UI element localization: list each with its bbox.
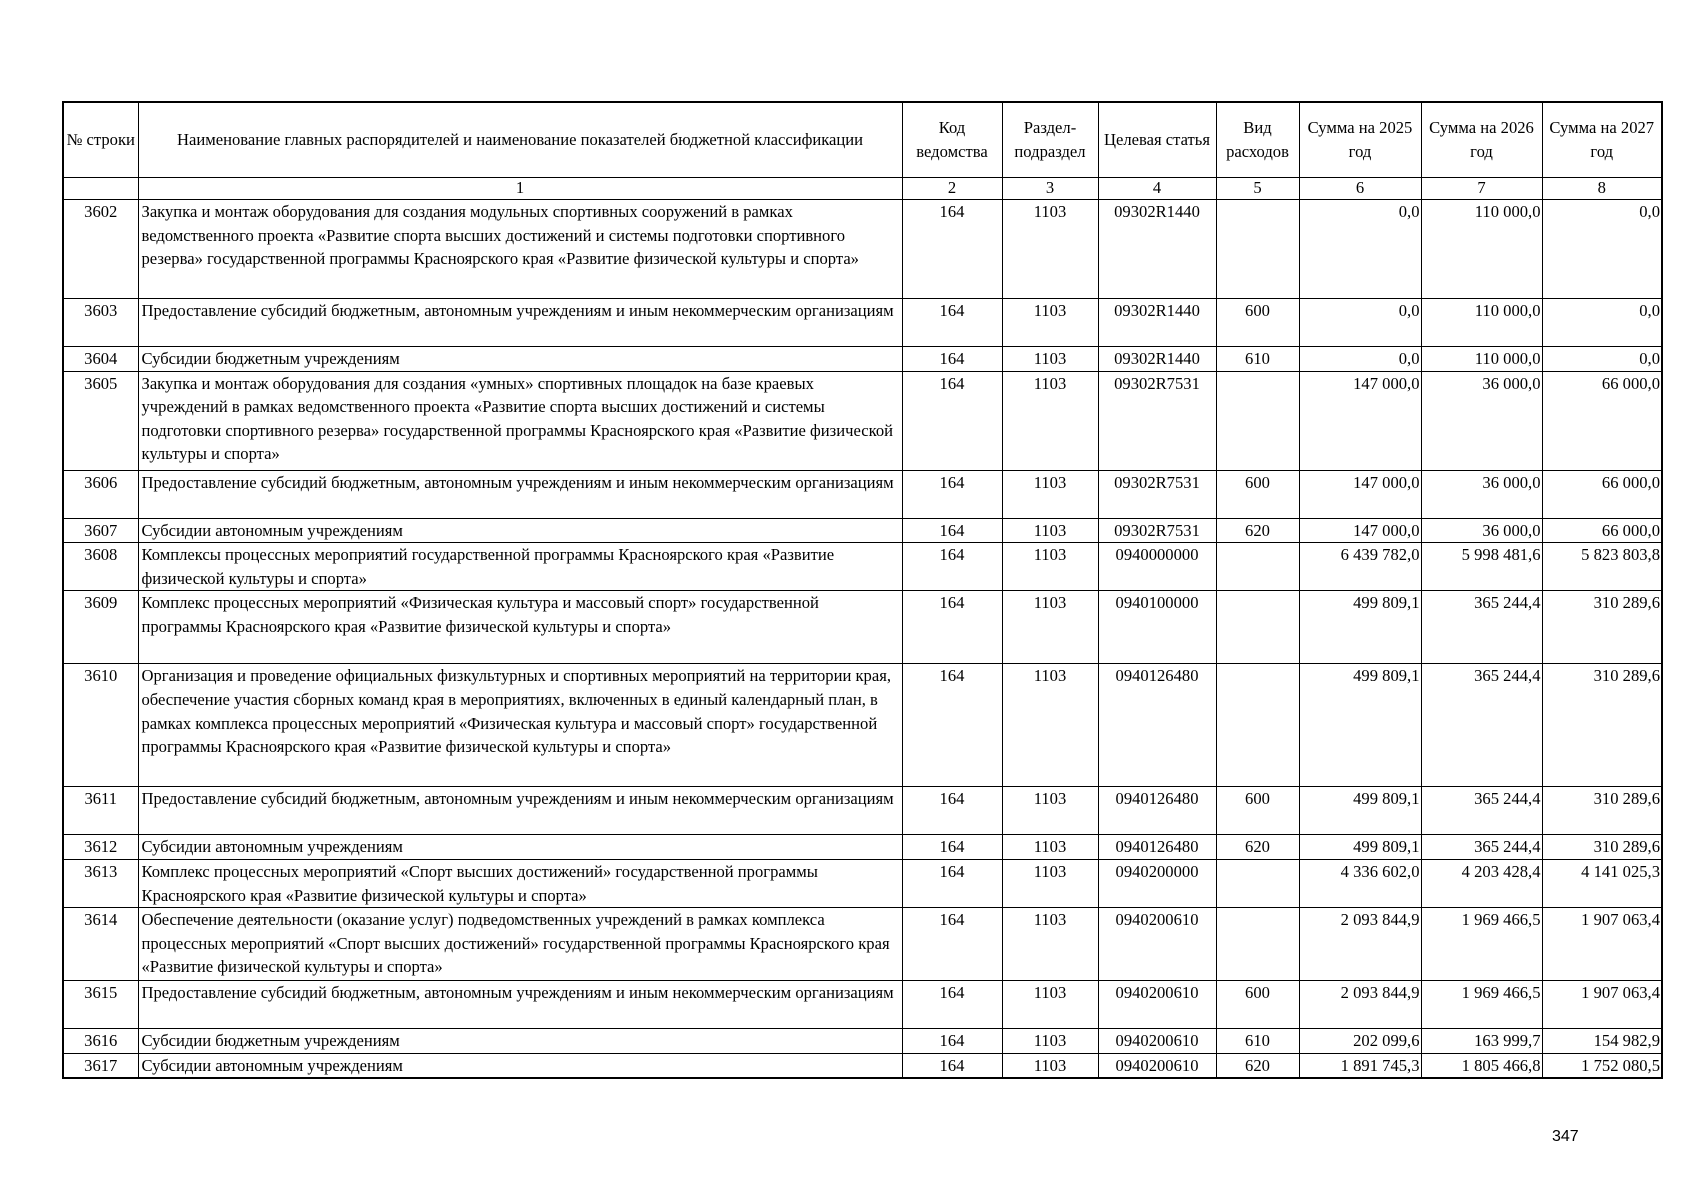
target-code: 09302R7531 <box>1098 470 1216 518</box>
sum-2026: 365 244,4 <box>1421 835 1542 860</box>
target-code: 09302R1440 <box>1098 299 1216 347</box>
sum-2027: 66 000,0 <box>1542 470 1662 518</box>
row-number: 3617 <box>63 1053 138 1078</box>
column-number: 5 <box>1216 178 1299 200</box>
dept-code: 164 <box>902 908 1002 981</box>
table-row <box>63 1029 1662 1054</box>
row-number: 3616 <box>63 1029 138 1054</box>
sum-2026: 110 000,0 <box>1421 299 1542 347</box>
section-code: 1103 <box>1002 787 1098 835</box>
row-name: Обеспечение деятельности (оказание услуг) подведомственных учреждений в рамках комплекса процессных мероприятий «Спорт высших достижений» государственной программы Красноярского края «Развитие физической культуры и спорта» <box>138 908 902 981</box>
expense-type: 600 <box>1216 299 1299 347</box>
target-code: 0940126480 <box>1098 835 1216 860</box>
row-number: 3608 <box>63 543 138 591</box>
table-row <box>63 470 1662 518</box>
column-number: 8 <box>1542 178 1662 200</box>
section-code: 1103 <box>1002 518 1098 543</box>
row-name: Закупка и монтаж оборудования для создания «умных» спортивных площадок на базе краевых учреждений в рамках ведомственного проекта «Развитие спорта высших достижений и системы подготовки спортивного резерва» государственной программы Красноярского края «Развитие физической культуры и спорта» <box>138 371 902 470</box>
sum-2027: 154 982,9 <box>1542 1029 1662 1054</box>
row-name: Субсидии бюджетным учреждениям <box>138 1029 902 1054</box>
sum-2026: 36 000,0 <box>1421 518 1542 543</box>
column-number: 7 <box>1421 178 1542 200</box>
row-number: 3609 <box>63 591 138 664</box>
target-code: 0940126480 <box>1098 664 1216 787</box>
sum-2026: 36 000,0 <box>1421 371 1542 470</box>
table-row <box>63 543 1662 591</box>
sum-2027: 5 823 803,8 <box>1542 543 1662 591</box>
header-name: Наименование главных распорядителей и наименование показателей бюджетной классификации <box>138 102 902 178</box>
expense-type: 610 <box>1216 1029 1299 1054</box>
table-row <box>63 664 1662 787</box>
sum-2025: 0,0 <box>1299 347 1421 372</box>
dept-code: 164 <box>902 518 1002 543</box>
table-row <box>63 200 1662 299</box>
section-code: 1103 <box>1002 1029 1098 1054</box>
target-code: 0940126480 <box>1098 787 1216 835</box>
section-code: 1103 <box>1002 470 1098 518</box>
sum-2026: 110 000,0 <box>1421 347 1542 372</box>
section-code: 1103 <box>1002 347 1098 372</box>
column-number <box>63 178 138 200</box>
expense-type <box>1216 664 1299 787</box>
table-row <box>63 859 1662 907</box>
target-code: 0940200610 <box>1098 1053 1216 1078</box>
sum-2025: 1 891 745,3 <box>1299 1053 1421 1078</box>
row-name: Субсидии автономным учреждениям <box>138 518 902 543</box>
dept-code: 164 <box>902 371 1002 470</box>
row-number: 3605 <box>63 371 138 470</box>
target-code: 0940100000 <box>1098 591 1216 664</box>
row-number: 3606 <box>63 470 138 518</box>
header-section: Раздел-подраздел <box>1002 102 1098 178</box>
row-number: 3607 <box>63 518 138 543</box>
sum-2027: 4 141 025,3 <box>1542 859 1662 907</box>
target-code: 0940200610 <box>1098 908 1216 981</box>
sum-2027: 66 000,0 <box>1542 518 1662 543</box>
section-code: 1103 <box>1002 859 1098 907</box>
target-code: 0940000000 <box>1098 543 1216 591</box>
target-code: 09302R7531 <box>1098 371 1216 470</box>
dept-code: 164 <box>902 1029 1002 1054</box>
sum-2026: 4 203 428,4 <box>1421 859 1542 907</box>
expense-type <box>1216 200 1299 299</box>
sum-2026: 365 244,4 <box>1421 787 1542 835</box>
dept-code: 164 <box>902 543 1002 591</box>
section-code: 1103 <box>1002 371 1098 470</box>
target-code: 0940200610 <box>1098 981 1216 1029</box>
column-number-row <box>63 178 1662 200</box>
target-code: 09302R1440 <box>1098 347 1216 372</box>
sum-2026: 36 000,0 <box>1421 470 1542 518</box>
section-code: 1103 <box>1002 835 1098 860</box>
expense-type: 600 <box>1216 981 1299 1029</box>
sum-2027: 1 752 080,5 <box>1542 1053 1662 1078</box>
header-sum-2027: Сумма на 2027 год <box>1542 102 1662 178</box>
header-dept-code: Код ведомства <box>902 102 1002 178</box>
row-number: 3602 <box>63 200 138 299</box>
sum-2027: 310 289,6 <box>1542 835 1662 860</box>
table-row <box>63 787 1662 835</box>
target-code: 09302R1440 <box>1098 200 1216 299</box>
header-sum-2026: Сумма на 2026 год <box>1421 102 1542 178</box>
table-row <box>63 518 1662 543</box>
expense-type <box>1216 371 1299 470</box>
sum-2025: 147 000,0 <box>1299 371 1421 470</box>
sum-2026: 365 244,4 <box>1421 664 1542 787</box>
sum-2027: 1 907 063,4 <box>1542 981 1662 1029</box>
header-sum-2025: Сумма на 2025 год <box>1299 102 1421 178</box>
table-row <box>63 299 1662 347</box>
sum-2026: 1 969 466,5 <box>1421 908 1542 981</box>
expense-type <box>1216 591 1299 664</box>
target-code: 0940200000 <box>1098 859 1216 907</box>
row-name: Комплекс процессных мероприятий «Спорт высших достижений» государственной программы Красноярского края «Развитие физической культуры и спорта» <box>138 859 902 907</box>
row-number: 3613 <box>63 859 138 907</box>
expense-type: 620 <box>1216 835 1299 860</box>
sum-2027: 310 289,6 <box>1542 591 1662 664</box>
column-number: 3 <box>1002 178 1098 200</box>
sum-2027: 310 289,6 <box>1542 664 1662 787</box>
row-number: 3611 <box>63 787 138 835</box>
row-number: 3610 <box>63 664 138 787</box>
table-row <box>63 908 1662 981</box>
section-code: 1103 <box>1002 664 1098 787</box>
expense-type: 620 <box>1216 1053 1299 1078</box>
column-number: 6 <box>1299 178 1421 200</box>
row-name: Предоставление субсидий бюджетным, автономным учреждениям и иным некоммерческим организациям <box>138 787 902 835</box>
section-code: 1103 <box>1002 1053 1098 1078</box>
sum-2027: 1 907 063,4 <box>1542 908 1662 981</box>
table-row <box>63 347 1662 372</box>
dept-code: 164 <box>902 591 1002 664</box>
dept-code: 164 <box>902 470 1002 518</box>
row-number: 3604 <box>63 347 138 372</box>
table-row <box>63 835 1662 860</box>
row-name: Закупка и монтаж оборудования для создания модульных спортивных сооружений в рамках ведомственного проекта «Развитие спорта высших достижений и системы подготовки спортивного резерва» государственной программы Красноярского края «Развитие физической культуры и спорта» <box>138 200 902 299</box>
sum-2027: 0,0 <box>1542 299 1662 347</box>
section-code: 1103 <box>1002 591 1098 664</box>
sum-2025: 499 809,1 <box>1299 787 1421 835</box>
row-name: Предоставление субсидий бюджетным, автономным учреждениям и иным некоммерческим организациям <box>138 470 902 518</box>
dept-code: 164 <box>902 200 1002 299</box>
sum-2025: 0,0 <box>1299 200 1421 299</box>
dept-code: 164 <box>902 1053 1002 1078</box>
sum-2025: 202 099,6 <box>1299 1029 1421 1054</box>
dept-code: 164 <box>902 981 1002 1029</box>
row-number: 3615 <box>63 981 138 1029</box>
row-name: Комплекс процессных мероприятий «Физическая культура и массовый спорт» государственной программы Красноярского края «Развитие физической культуры и спорта» <box>138 591 902 664</box>
row-name: Субсидии бюджетным учреждениям <box>138 347 902 372</box>
header-row <box>63 102 1662 178</box>
sum-2025: 2 093 844,9 <box>1299 908 1421 981</box>
sum-2026: 110 000,0 <box>1421 200 1542 299</box>
column-number: 4 <box>1098 178 1216 200</box>
table-row <box>63 981 1662 1029</box>
dept-code: 164 <box>902 787 1002 835</box>
sum-2026: 365 244,4 <box>1421 591 1542 664</box>
row-name: Комплексы процессных мероприятий государственной программы Красноярского края «Развитие физической культуры и спорта» <box>138 543 902 591</box>
row-name: Предоставление субсидий бюджетным, автономным учреждениям и иным некоммерческим организациям <box>138 299 902 347</box>
sum-2025: 499 809,1 <box>1299 591 1421 664</box>
sum-2027: 66 000,0 <box>1542 371 1662 470</box>
table-header <box>63 102 1662 200</box>
dept-code: 164 <box>902 664 1002 787</box>
dept-code: 164 <box>902 859 1002 907</box>
row-name: Субсидии автономным учреждениям <box>138 835 902 860</box>
sum-2025: 0,0 <box>1299 299 1421 347</box>
row-name: Предоставление субсидий бюджетным, автономным учреждениям и иным некоммерческим организациям <box>138 981 902 1029</box>
dept-code: 164 <box>902 835 1002 860</box>
header-exp-type: Вид расходов <box>1216 102 1299 178</box>
sum-2026: 1 805 466,8 <box>1421 1053 1542 1078</box>
sum-2027: 310 289,6 <box>1542 787 1662 835</box>
section-code: 1103 <box>1002 299 1098 347</box>
expense-type <box>1216 543 1299 591</box>
sum-2025: 147 000,0 <box>1299 518 1421 543</box>
row-name: Организация и проведение официальных физкультурных и спортивных мероприятий на территории края, обеспечение участия сборных команд края в мероприятиях, включенных в единый календарный план, в рамках комплекса процессных мероприятий «Физическая культура и массовый спорт» государственной программы Красноярского края «Развитие физической культуры и спорта» <box>138 664 902 787</box>
sum-2026: 163 999,7 <box>1421 1029 1542 1054</box>
column-number: 2 <box>902 178 1002 200</box>
dept-code: 164 <box>902 347 1002 372</box>
sum-2025: 499 809,1 <box>1299 835 1421 860</box>
page-number: 347 <box>1552 1128 1579 1145</box>
section-code: 1103 <box>1002 981 1098 1029</box>
column-number: 1 <box>138 178 902 200</box>
target-code: 09302R7531 <box>1098 518 1216 543</box>
table-row <box>63 371 1662 470</box>
sum-2025: 6 439 782,0 <box>1299 543 1421 591</box>
row-number: 3612 <box>63 835 138 860</box>
expense-type <box>1216 859 1299 907</box>
sum-2027: 0,0 <box>1542 347 1662 372</box>
expense-type: 600 <box>1216 787 1299 835</box>
expense-type: 620 <box>1216 518 1299 543</box>
sum-2025: 499 809,1 <box>1299 664 1421 787</box>
expense-type: 610 <box>1216 347 1299 372</box>
header-target: Целевая статья <box>1098 102 1216 178</box>
sum-2025: 4 336 602,0 <box>1299 859 1421 907</box>
sum-2025: 2 093 844,9 <box>1299 981 1421 1029</box>
table-row <box>63 591 1662 664</box>
sum-2026: 1 969 466,5 <box>1421 981 1542 1029</box>
header-row-no: № строки <box>63 102 138 178</box>
expense-type: 600 <box>1216 470 1299 518</box>
row-number: 3614 <box>63 908 138 981</box>
table-row <box>63 1053 1662 1078</box>
target-code: 0940200610 <box>1098 1029 1216 1054</box>
section-code: 1103 <box>1002 200 1098 299</box>
budget-table <box>62 101 1663 1079</box>
table-body <box>63 200 1662 1079</box>
sum-2026: 5 998 481,6 <box>1421 543 1542 591</box>
expense-type <box>1216 908 1299 981</box>
sum-2027: 0,0 <box>1542 200 1662 299</box>
row-name: Субсидии автономным учреждениям <box>138 1053 902 1078</box>
sum-2025: 147 000,0 <box>1299 470 1421 518</box>
dept-code: 164 <box>902 299 1002 347</box>
row-number: 3603 <box>63 299 138 347</box>
section-code: 1103 <box>1002 908 1098 981</box>
section-code: 1103 <box>1002 543 1098 591</box>
